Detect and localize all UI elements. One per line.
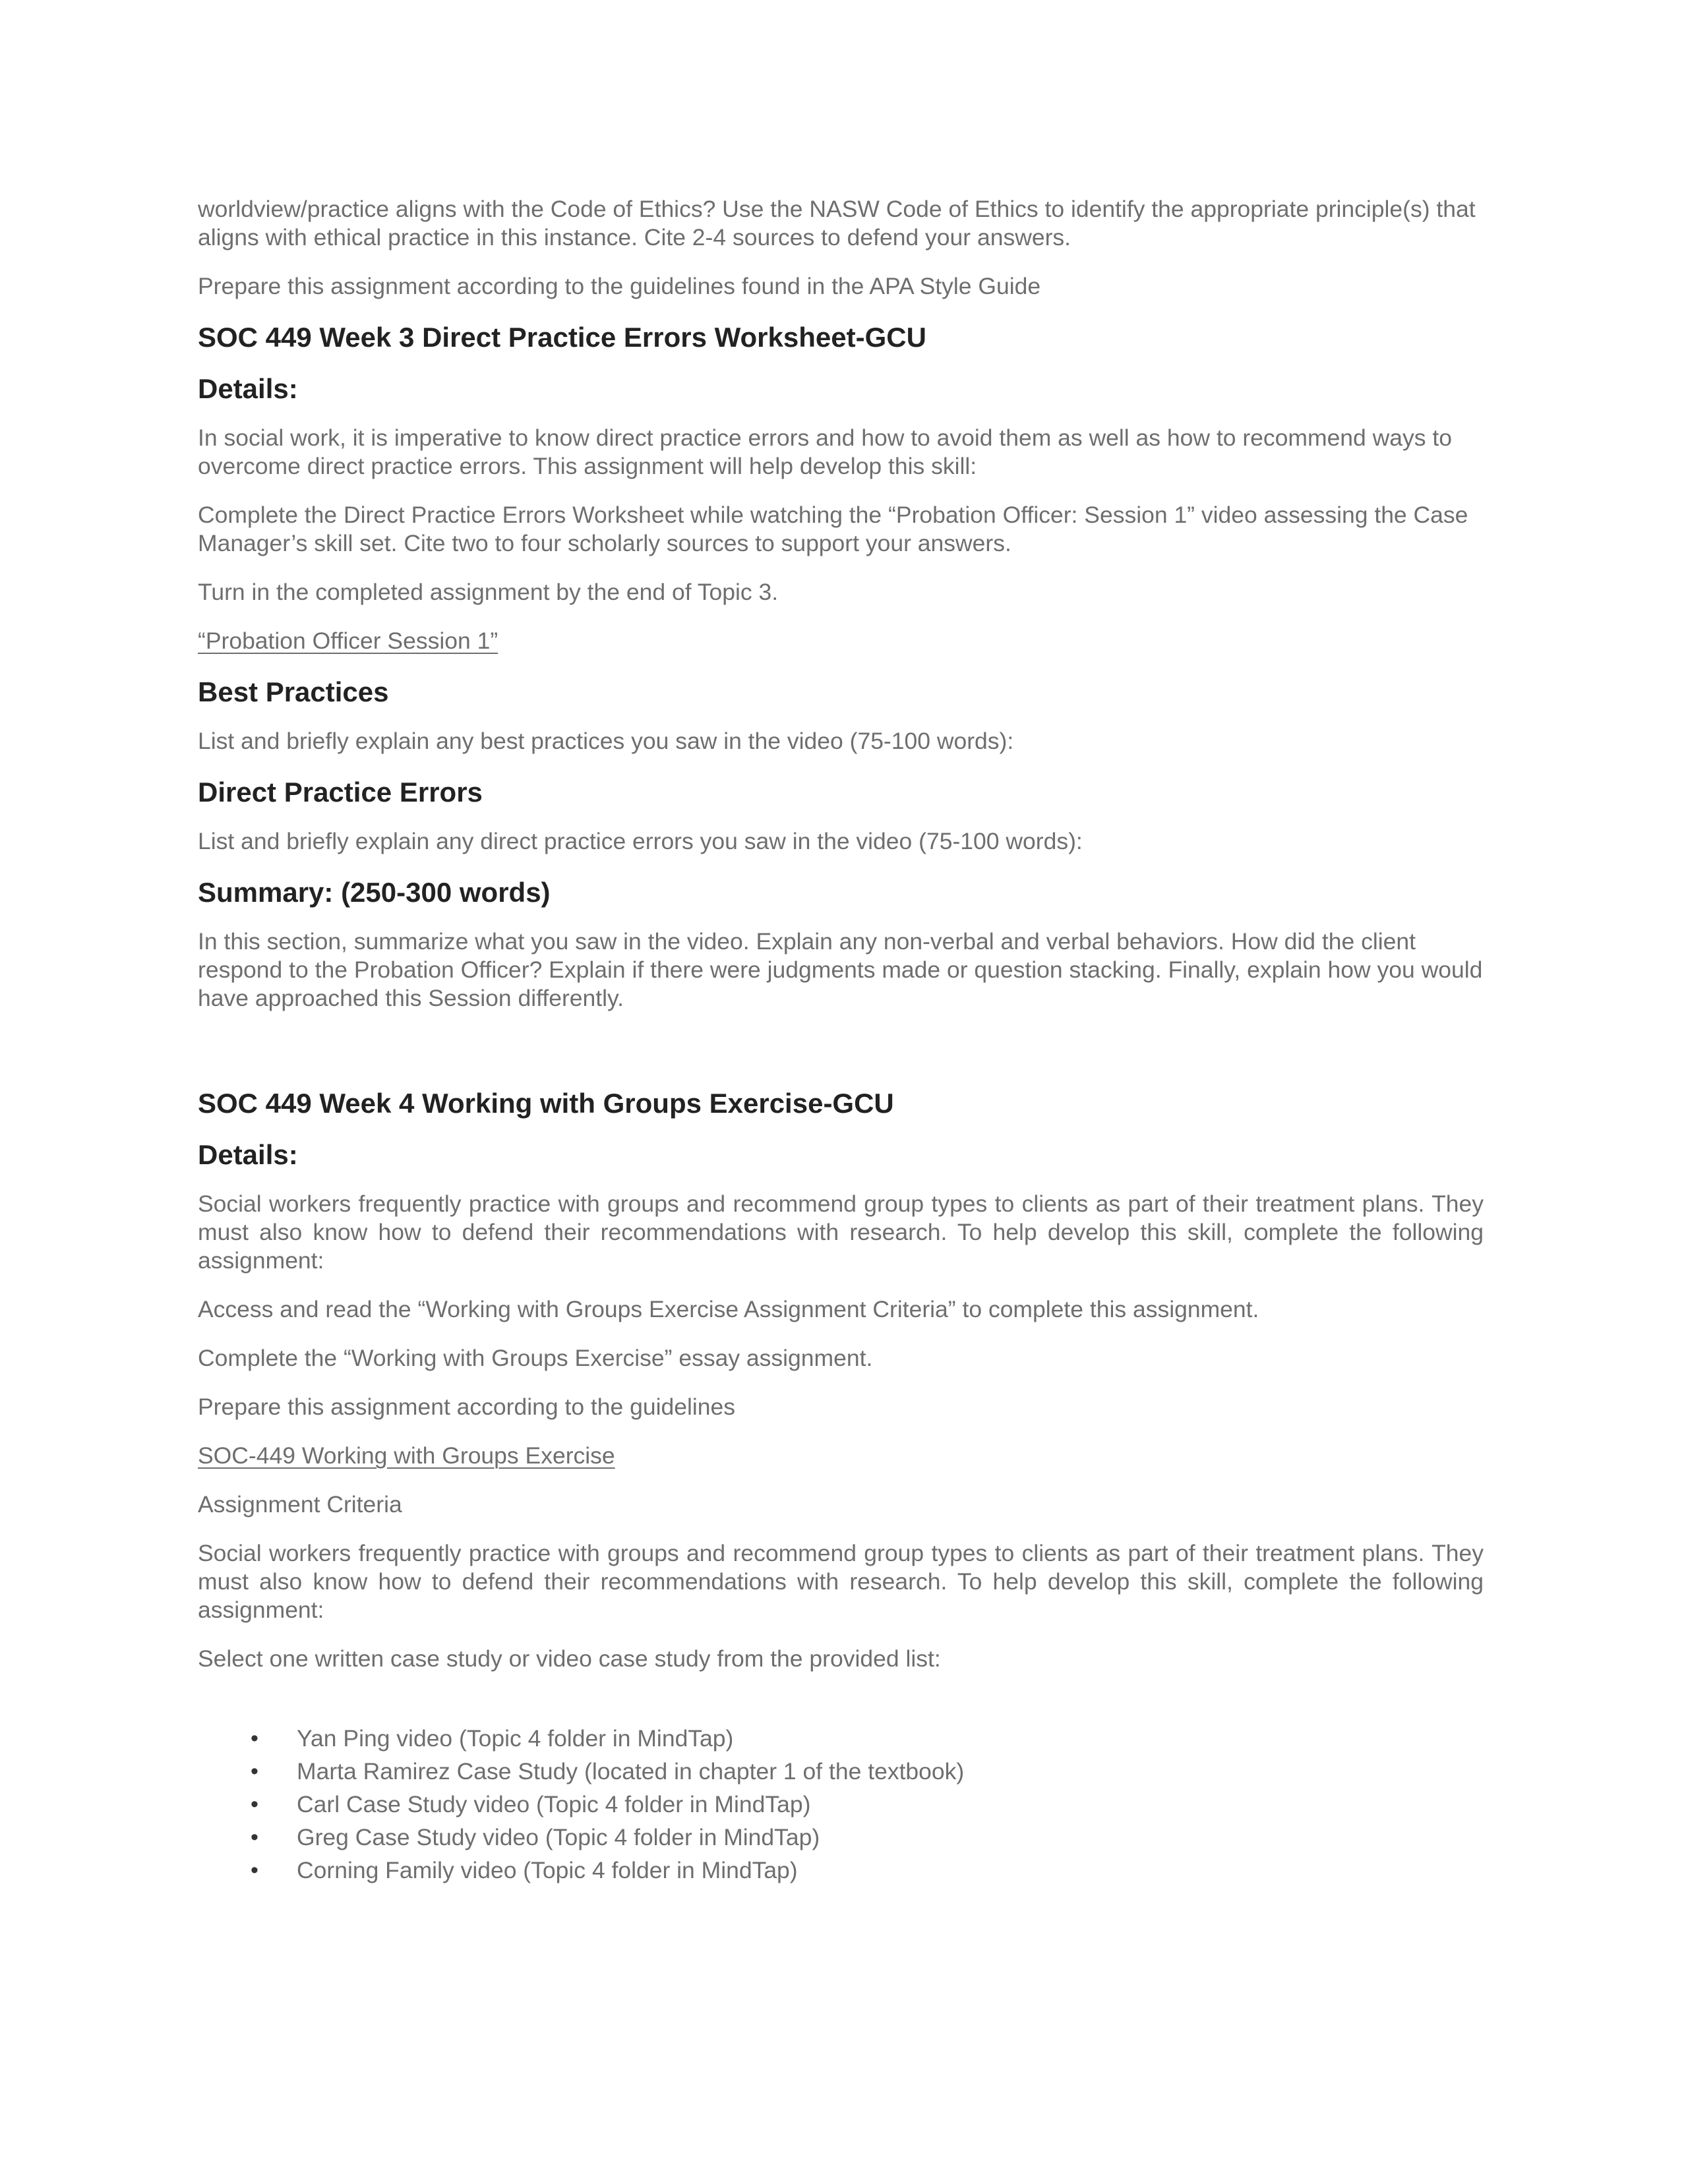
list-item: • Carl Case Study video (Topic 4 folder in MindTap) xyxy=(198,1788,1484,1821)
week3-title: SOC 449 Week 3 Direct Practice Errors Worksheet-GCU xyxy=(198,322,926,353)
week4-paragraph-5: Social workers frequently practice with groups and recommend group types to clients as part of their treatment plans. They must also know how to defend their recommendations with research. To help develop this skill, complete the following assignment: xyxy=(198,1540,1484,1623)
week3-paragraph-1: In social work, it is imperative to know direct practice errors and how to avoid them as well as how to recommend ways to overcome direct practice errors. This assignment will help develop this skill: xyxy=(198,425,1453,479)
intro-paragraph-apa: Prepare this assignment according to the guidelines found in the APA Style Guide xyxy=(198,273,1041,299)
bullet-icon: • xyxy=(251,1759,258,1784)
week4-paragraph-6: Select one written case study or video case study from the provided list: xyxy=(198,1645,941,1672)
list-item: • Marta Ramirez Case Study (located in chapter 1 of the textbook) xyxy=(198,1755,1484,1788)
document-page xyxy=(198,195,1484,1887)
week3-paragraph-2: Complete the Direct Practice Errors Worksheet while watching the “Probation Officer: Session 1” video assessing the Case Manager’s skill set. Cite two to four scholarly sources to support your answers. xyxy=(198,502,1468,556)
section-spacer xyxy=(198,1033,1484,1087)
intro-paragraph-ethics: worldview/practice aligns with the Code of Ethics? Use the NASW Code of Ethics to identify the appropriate principle(s) that aligns with ethical practice in this instance. Cite 2-4 sources to defend your answers. xyxy=(198,196,1476,251)
week4-paragraph-4: Prepare this assignment according to the guidelines xyxy=(198,1394,736,1420)
week4-paragraph-1: Social workers frequently practice with groups and recommend group types to clients as part of their treatment plans. They must also know how to defend their recommendations with research. To help develop this skill, complete the following assignment: xyxy=(198,1191,1484,1274)
case-study-list xyxy=(198,1722,1484,1887)
best-practices-text: List and briefly explain any best practices you saw in the video (75-100 words): xyxy=(198,728,1014,754)
week4-details-heading: Details: xyxy=(198,1139,298,1170)
week3-paragraph-3: Turn in the completed assignment by the end of Topic 3. xyxy=(198,579,779,605)
bullet-icon: • xyxy=(251,1858,258,1883)
direct-practice-errors-text: List and briefly explain any direct practice errors you saw in the video (75-100 words): xyxy=(198,828,1083,854)
list-item: • Corning Family video (Topic 4 folder in MindTap) xyxy=(198,1854,1484,1887)
bullet-icon: • xyxy=(251,1825,258,1850)
week3-details-heading: Details: xyxy=(198,373,298,404)
week4-paragraph-3: Complete the “Working with Groups Exercise” essay assignment. xyxy=(198,1345,873,1371)
summary-heading: Summary: (250-300 words) xyxy=(198,877,551,908)
groups-exercise-link[interactable]: SOC-449 Working with Groups Exercise xyxy=(198,1442,615,1469)
bullet-icon: • xyxy=(251,1792,258,1817)
list-item: • Yan Ping video (Topic 4 folder in MindTap) xyxy=(198,1722,1484,1755)
assignment-criteria-label: Assignment Criteria xyxy=(198,1491,402,1518)
best-practices-heading: Best Practices xyxy=(198,676,389,707)
probation-officer-video-link[interactable]: “Probation Officer Session 1” xyxy=(198,628,498,654)
bullet-icon: • xyxy=(251,1726,258,1751)
summary-text: In this section, summarize what you saw in the video. Explain any non-verbal and verbal behaviors. How did the client respond to the Probation Officer? Explain if there were judgments made or question stacking. Finally, explain how you would have approached this Session differently. xyxy=(198,928,1483,1011)
week4-paragraph-2: Access and read the “Working with Groups Exercise Assignment Criteria” to complete this assignment. xyxy=(198,1296,1259,1322)
direct-practice-errors-heading: Direct Practice Errors xyxy=(198,777,483,808)
week4-title: SOC 449 Week 4 Working with Groups Exercise-GCU xyxy=(198,1088,894,1119)
list-item: • Greg Case Study video (Topic 4 folder in MindTap) xyxy=(198,1821,1484,1854)
